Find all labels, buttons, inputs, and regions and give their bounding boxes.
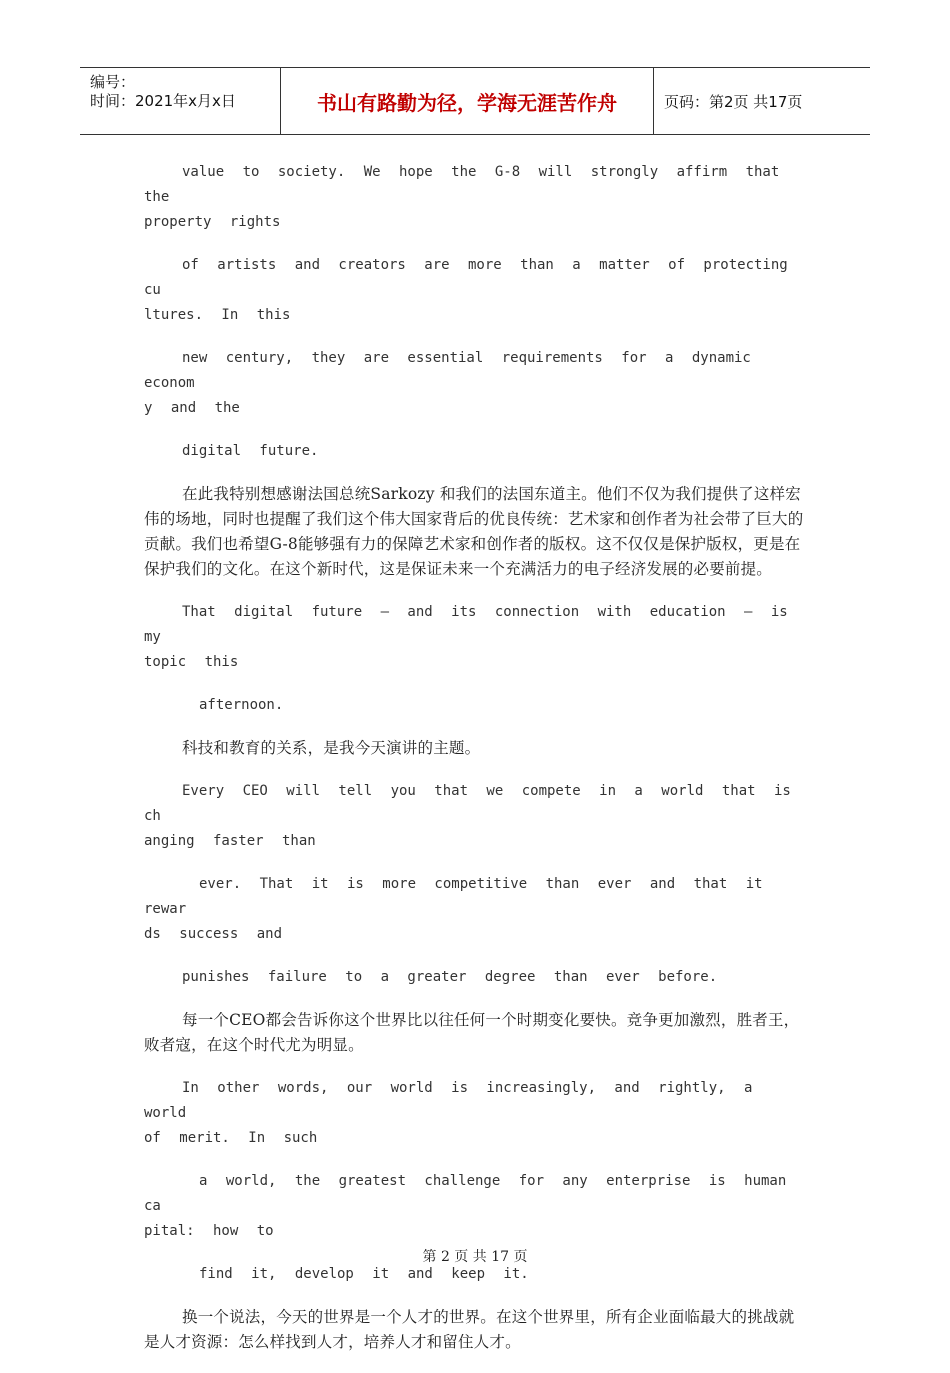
page-footer: 第 2 页 共 17 页 xyxy=(422,1249,528,1265)
date-label: 时间：2021年x月x日 xyxy=(90,92,236,110)
text-line: of artists and creators are more than a matter of protecting cu xyxy=(144,257,788,298)
text-line: a world, the greatest challenge for any enterprise is human ca xyxy=(144,1173,787,1214)
text-line: digital future. xyxy=(182,443,319,459)
chinese-paragraph: 在此我特别想感谢法国总统Sarkozy 和我们的法国东道主。他们不仅为我们提供了这样宏伟的场地，同时也提醒了我们这个伟大国家背后的优良传统：艺术家和创作者为社会带了巨大的贡献。我们也希望G-8能够强有力的保障艺术家和创作者的版权。这不仅仅是保护版权，更是在保护我们的文化。在这个新时代，这是保证未来一个充满活力的电子经济发展的必要前提。 xyxy=(144,485,804,578)
text-line: ltures. In this xyxy=(144,307,291,323)
english-paragraph xyxy=(144,253,804,328)
english-paragraph xyxy=(144,1169,804,1244)
text-line: value to society. We hope the G-8 will strongly affirm that the xyxy=(144,164,780,205)
english-paragraph xyxy=(144,439,804,464)
text-line: afternoon. xyxy=(199,697,284,713)
text-line: That digital future – and its connection with education – is my xyxy=(144,604,788,645)
text-line: new century, they are essential requirements for a dynamic econom xyxy=(144,350,751,391)
document-header xyxy=(80,67,870,135)
text-line: pital: how to xyxy=(144,1223,274,1239)
english-paragraph xyxy=(144,693,804,718)
header-motto: 书山有路勤为径，学海无涯苦作舟 xyxy=(281,68,654,134)
english-paragraph xyxy=(144,965,804,990)
text-line: Every CEO will tell you that we compete in a world that is ch xyxy=(144,783,791,824)
text-line: y and the xyxy=(144,400,240,416)
chinese-paragraph: 科技和教育的关系，是我今天演讲的主题。 xyxy=(182,739,481,757)
text-line: ds success and xyxy=(144,926,283,942)
document-body xyxy=(144,160,804,1373)
text-line: of merit. In such xyxy=(144,1130,318,1146)
english-paragraph xyxy=(144,160,804,235)
header-page-info: 页码：第2页 共17页 xyxy=(664,92,803,111)
english-paragraph xyxy=(144,600,804,675)
text-line: In other words, our world is increasingly, and rightly, a world xyxy=(144,1080,753,1121)
english-paragraph xyxy=(144,779,804,854)
chinese-paragraph: 每一个CEO都会告诉你这个世界比以往任何一个时期变化要快。竞争更加激烈，胜者王，败者寇，在这个时代尤为明显。 xyxy=(144,1011,800,1054)
text-line: ever. That it is more competitive than ever and that it rewar xyxy=(144,876,763,917)
text-line: topic this xyxy=(144,654,239,670)
english-paragraph xyxy=(144,1076,804,1151)
text-line: property rights xyxy=(144,214,281,230)
header-meta xyxy=(80,68,281,134)
code-label: 编号： xyxy=(90,73,136,91)
text-line: punishes failure to a greater degree than ever before. xyxy=(182,969,718,985)
text-line: anging faster than xyxy=(144,833,316,849)
english-paragraph xyxy=(144,346,804,421)
english-paragraph xyxy=(144,872,804,947)
chinese-paragraph: 换一个说法，今天的世界是一个人才的世界。在这个世界里，所有企业面临最大的挑战就是人才资源：怎么样找到人才，培养人才和留住人才。 xyxy=(144,1308,795,1351)
text-line: find it, develop it and keep it. xyxy=(199,1266,529,1282)
